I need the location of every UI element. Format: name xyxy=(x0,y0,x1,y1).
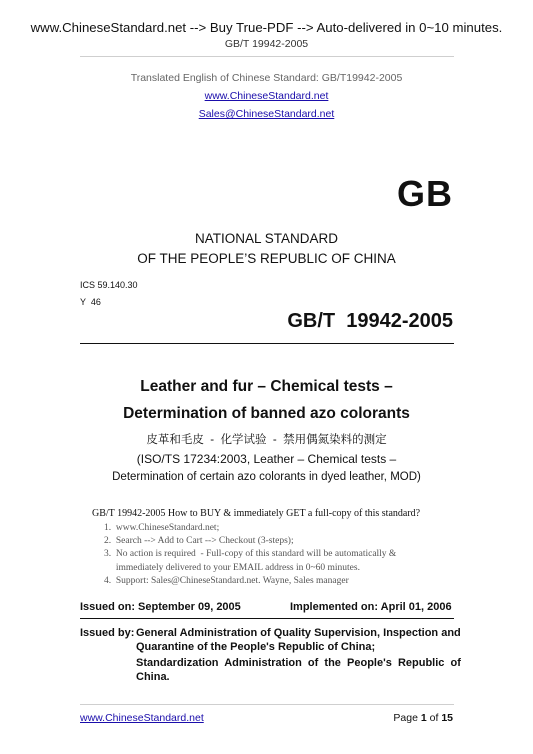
header-standard-code: GB/T 19942-2005 xyxy=(224,38,309,50)
email-link-text[interactable]: Sales@ChineseStandard.net xyxy=(198,108,335,120)
page-indicator xyxy=(330,712,453,724)
title-line2: Determination of banned azo colorants xyxy=(123,405,410,422)
list-item: 3. No action is required - Full-copy of this standard will be automatically & xyxy=(104,549,397,560)
issuer-org2-line2: China. xyxy=(136,671,170,683)
issuer-org2-line1: Standardization Administration of the People's Republic of xyxy=(136,657,461,669)
header-rule xyxy=(80,56,454,57)
equivalent-standard-line2: Determination of certain azo colorants in dyed leather, MOD) xyxy=(112,471,421,483)
standard-number: GB/T 19942-2005 xyxy=(287,310,453,332)
list-item: immediately delivered to your EMAIL address in 0~60 minutes. xyxy=(104,562,360,573)
category-code: Y 46 xyxy=(80,297,101,307)
gb-mark: GB xyxy=(397,173,453,214)
chinese-title: 皮革和毛皮 - 化学试验 - 禁用偶氮染料的测定 xyxy=(146,434,387,446)
page-total: 15 xyxy=(441,712,453,724)
ics-code: ICS 59.140.30 xyxy=(80,280,138,290)
translated-note: Translated English of Chinese Standard: GB/T19942-2005 xyxy=(130,72,403,84)
list-item: 4. Support: Sales@ChineseStandard.net. Wayne, Sales manager xyxy=(104,575,349,586)
national-standard-line2: OF THE PEOPLE’S REPUBLIC OF CHINA xyxy=(137,251,396,266)
issuer-org1-line2: Quarantine of the People's Republic of China; xyxy=(136,641,376,653)
page-prefix: Page xyxy=(393,712,421,724)
national-standard-line1: NATIONAL STANDARD xyxy=(194,231,338,246)
page-separator: of xyxy=(426,712,442,724)
website-link[interactable] xyxy=(0,90,533,102)
list-item: 2. Search --> Add to Cart --> Checkout (3-steps); xyxy=(104,536,294,547)
issued-date: Issued on: September 09, 2005 xyxy=(80,601,241,613)
buy-list xyxy=(104,522,396,588)
issuer-org1-line1: General Administration of Quality Supervision, Inspection and xyxy=(136,627,461,639)
buy-heading: GB/T 19942-2005 How to BUY & immediately GET a full-copy of this standard? xyxy=(92,508,421,519)
equivalent-standard-line1: (ISO/TS 17234:2003, Leather – Chemical tests – xyxy=(136,452,397,466)
website-link-text[interactable]: www.ChineseStandard.net xyxy=(204,90,329,102)
title-line1: Leather and fur – Chemical tests – xyxy=(140,378,393,395)
number-rule xyxy=(80,343,454,344)
implemented-date: Implemented on: April 01, 2006 xyxy=(290,601,452,613)
top-banner[interactable]: www.ChineseStandard.net --> Buy True-PDF --> Auto-delivered in 0~10 minutes. xyxy=(30,20,503,35)
list-item[interactable]: 1. www.ChineseStandard.net; xyxy=(104,523,220,533)
issued-by-label: Issued by: xyxy=(80,627,135,639)
footer-website-link[interactable] xyxy=(80,712,204,724)
dates-rule xyxy=(80,618,454,619)
footer-rule xyxy=(80,704,454,705)
email-link[interactable] xyxy=(0,108,533,120)
footer-website-text[interactable]: www.ChineseStandard.net xyxy=(80,712,204,724)
page-current: 1 xyxy=(420,712,427,724)
